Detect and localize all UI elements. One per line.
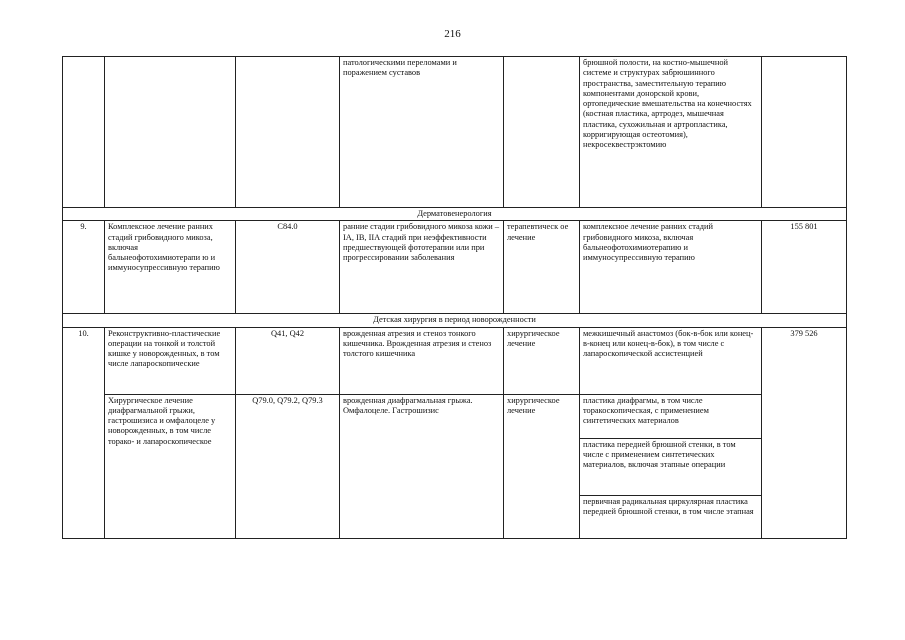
cell-code: C84.0 bbox=[236, 221, 340, 314]
cell-name: Комплексное лечение ранних стадий грибовидного микоза, включая бальнеофотохимиотерапи ю и иммуносупрессивную терапию bbox=[105, 221, 236, 314]
cell-code bbox=[236, 57, 340, 208]
cell-model: ранние стадии грибовидного микоза кожи – IA, IB, IIA стадий при неэффективности предшествующей фототерапии или при прогрессировании заболевания bbox=[340, 221, 504, 314]
cell-treatment: комплексное лечение ранних стадий грибовидного микоза, включая бальнеофотохимиотерапию и иммуносупрессивную терапию bbox=[580, 221, 762, 314]
cell-treatment: брюшной полости, на костно-мышечной системе и структурах забрюшинного пространства, заместительную терапию компонентами донорской крови, ортопедические вмешательства на конечностях (костная пластика, артродез, мышечная пластика, сухожильная и артропластика, корригирующая остеотомия), некросеквестрэктомию bbox=[580, 57, 762, 208]
table-row-10a bbox=[63, 327, 847, 394]
cell-treatment: пластика диафрагмы, в том числе торакоскопическая, с применением синтетических материалов bbox=[580, 394, 762, 438]
section-title: Детская хирургия в период новорожденности bbox=[63, 314, 847, 327]
cell-type bbox=[504, 57, 580, 208]
section-row-dermatology bbox=[63, 208, 847, 221]
cell-model: врожденная атрезия и стеноз тонкого кишечника. Врожденная атрезия и стеноз толстого кишечника bbox=[340, 327, 504, 394]
medical-care-table bbox=[62, 56, 847, 539]
cell-treatment: межкишечный анастомоз (бок-в-бок или конец-в-конец или конец-в-бок), в том числе с лапароскопической ассистенцией bbox=[580, 327, 762, 394]
cell-model: врожденная диафрагмальная грыжа. Омфалоцеле. Гастрошизис bbox=[340, 394, 504, 538]
cell-treatment: пластика передней брюшной стенки, в том числе с применением синтетических материалов, включая этапные операции bbox=[580, 438, 762, 495]
cell-num: 10. bbox=[63, 327, 105, 538]
cell-norm bbox=[762, 57, 847, 208]
section-title: Дерматовенерология bbox=[63, 208, 847, 221]
table-row-9 bbox=[63, 221, 847, 314]
cell-num bbox=[63, 57, 105, 208]
cell-type: терапевтическ ое лечение bbox=[504, 221, 580, 314]
cell-type: хирургическое лечение bbox=[504, 327, 580, 394]
cell-model: патологическими переломами и поражением суставов bbox=[340, 57, 504, 208]
cell-num: 9. bbox=[63, 221, 105, 314]
cell-name: Хирургическое лечение диафрагмальной грыжи, гастрошизиса и омфалоцеле у новорожденных, в том числе торако- и лапароскопическое bbox=[105, 394, 236, 538]
section-row-neonatal bbox=[63, 314, 847, 327]
cell-treatment: первичная радикальная циркулярная пластика передней брюшной стенки, в том числе этапная bbox=[580, 495, 762, 538]
cell-code: Q79.0, Q79.2, Q79.3 bbox=[236, 394, 340, 538]
table-row-10b bbox=[63, 394, 847, 438]
cell-code: Q41, Q42 bbox=[236, 327, 340, 394]
cell-norm: 379 526 bbox=[762, 327, 847, 538]
table-row-continuation bbox=[63, 57, 847, 208]
page-number: 216 bbox=[444, 28, 461, 40]
cell-name bbox=[105, 57, 236, 208]
cell-type: хирургическое лечение bbox=[504, 394, 580, 538]
cell-name: Реконструктивно-пластические операции на тонкой и толстой кишке у новорожденных, в том числе лапароскопические bbox=[105, 327, 236, 394]
cell-norm: 155 801 bbox=[762, 221, 847, 314]
